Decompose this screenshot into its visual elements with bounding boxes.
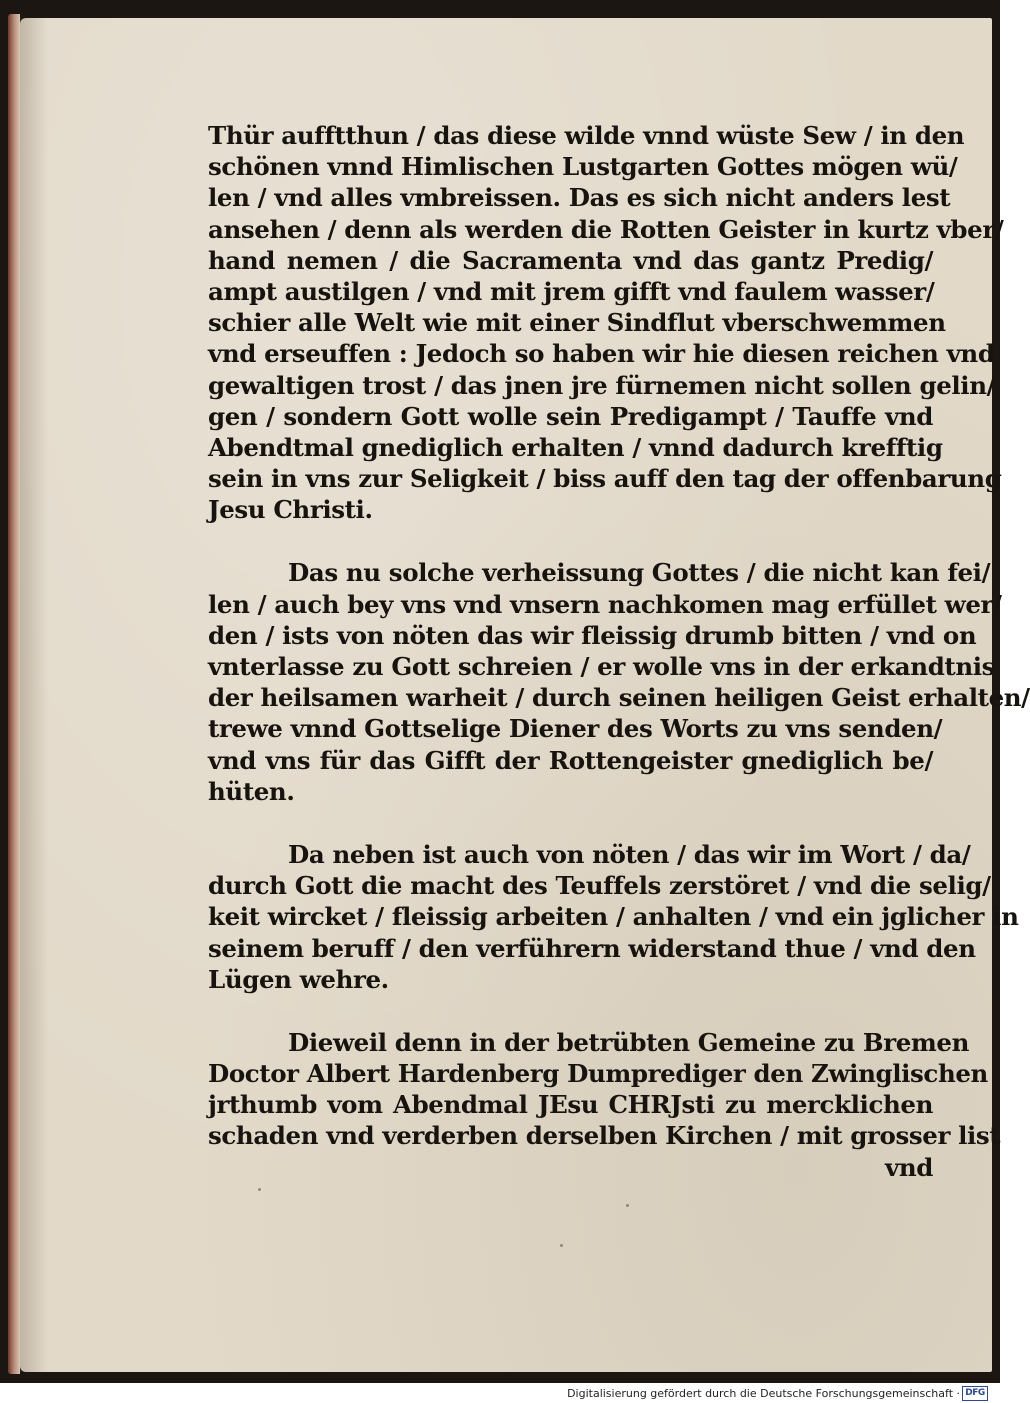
text-line: Dieweil denn in der betrübten Gemeine zu Bremen (288, 1027, 970, 1057)
text-line: vnterlasse zu Gott schreien / er wolle vns in der erkandtnis (208, 652, 996, 681)
text-line: der heilsamen warheit / durch seinen heiligen Geist erhalten/ (208, 683, 1030, 713)
text-line: ansehen / denn als werden die Rotten Geister in kurtz vber/ (208, 214, 1004, 244)
text-line: Das nu solche verheissung Gottes / die nicht kan fei/ (288, 558, 991, 588)
text-line: schaden vnd verderben derselben Kirchen / mit grosser list (208, 1121, 1001, 1151)
text-line: Doctor Albert Hardenberg Dumprediger den Zwinglischen (208, 1059, 988, 1089)
text-line: den / ists von nöten das wir fleissig drumb bitten / vnd on (208, 620, 977, 650)
dfg-logo-icon: DFG (962, 1386, 988, 1401)
paper-speck (258, 1188, 261, 1191)
text-line: jrthumb vom Abendmal JEsu CHRJsti zu mercklichen (208, 1090, 933, 1120)
text-line: sein in vns zur Seligkeit / biss auff den tag der offenbarung (208, 464, 1002, 494)
text-line: hüten. (208, 776, 295, 806)
page-gutter (20, 18, 48, 1372)
text-line: Thür aufftthun / das diese wilde vnnd wüste Sew / in den (208, 121, 965, 150)
text-line: Lügen wehre. (208, 964, 389, 994)
catchword: vnd (885, 1152, 933, 1182)
text-line: ampt austilgen / vnd mit jrem gifft vnd faulem wasser/ (208, 276, 935, 306)
text-line: len / vnd alles vmbreissen. Das es sich nicht anders lest (208, 183, 951, 213)
paragraph-gap (208, 525, 933, 557)
text-line: len / auch bey vns vnd vnsern nachkomen mag erfüllet wer/ (208, 589, 1002, 619)
text-line: gewaltigen trost / das jnen jre fürnemen nicht sollen gelin/ (208, 370, 996, 400)
funding-credit: Digitalisierung gefördert durch die Deutsche Forschungsgemeinschaft · (567, 1387, 960, 1400)
text-line: hand nemen / die Sacramenta vnd das gantz Predig/ (208, 245, 933, 275)
text-line: keit wircket / fleissig arbeiten / anhalten / vnd ein jglicher in (208, 902, 1019, 932)
paper-speck (560, 1244, 563, 1247)
text-line: trewe vnnd Gottselige Diener des Worts zu vns senden/ (208, 714, 943, 744)
paragraph-gap (208, 995, 933, 1027)
text-line: schönen vnnd Himlischen Lustgarten Gottes mögen wü/ (208, 152, 958, 182)
text-line: vnd erseuffen : Jedoch so haben wir hie diesen reichen vnd (208, 339, 995, 369)
footer-bar (0, 1383, 1000, 1403)
text-line: gen / sondern Gott wolle sein Predigampt / Tauffe vnd (208, 401, 933, 431)
text-line: vnd vns für das Gifft der Rottengeister gnediglich be/ (208, 745, 933, 775)
text-line: Da neben ist auch von nöten / das wir im Wort / da/ (288, 839, 971, 869)
page-text (208, 120, 1030, 1183)
text-line: Abendtmal gnediglich erhalten / vnnd dadurch krefftig (208, 432, 943, 462)
page-edge (8, 14, 20, 1374)
paper-speck (626, 1204, 629, 1207)
paragraph-gap (208, 807, 933, 839)
text-line: durch Gott die macht des Teuffels zerstöret / vnd die selig/ (208, 871, 991, 901)
text-line: schier alle Welt wie mit einer Sindflut vberschwemmen (208, 308, 946, 338)
text-line: seinem beruff / den verführern widerstand thue / vnd den (208, 933, 976, 963)
text-line: Jesu Christi. (208, 495, 373, 525)
